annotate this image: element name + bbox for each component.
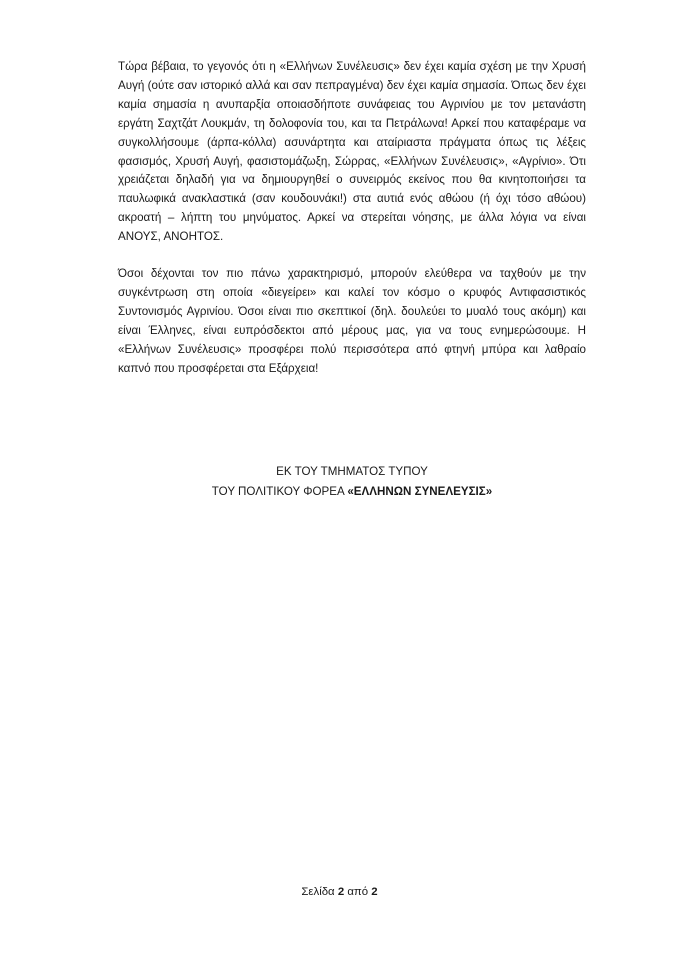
- page-footer: [0, 886, 679, 898]
- footer-total-pages: 2: [371, 886, 378, 898]
- signature-block: [118, 462, 586, 502]
- body-text: [118, 58, 586, 379]
- paragraph-1: Τώρα βέβαια, το γεγονός ότι η «Ελλήνων Συνέλευσις» δεν έχει καμία σχέση με την Χρυσή Αυγή (ούτε σαν ιστορικό αλλά και σαν πεπραγμένα) δεν έχει καμία σημασία. Όπως δεν έχει καμία σημασία η ανυπαρξία οποιασδήποτε συνάφειας του Αγρινίου με τον μετανάστη εργάτη Σαχτζάτ Λουκμάν, τη δολοφονία του, και τα Πετράλωνα! Αρκεί που καταφέραμε να συγκολλήσουμε (άρπα-κόλλα) ασυνάρτητα και αταίριαστα πράγματα όπως τις λέξεις φασισμός, Χρυσή Αυγή, φασιστομάζωξη, Σώρρας, «Ελλήνων Συνέλευσις», «Αγρίνιο». Ότι χρειάζεται δηλαδή για να δημιουργηθεί ο συνειρμός εκείνος που θα κινητοποιήσει τα παυλωφικά ανακλαστικά (σαν κουδουνάκι!) στα αυτιά ενός αθώου (ή όχι τόσο αθώου) ακροατή – λήπτη του μηνύματος. Αρκεί να στερείται νόησης, με άλλα λόγια να είναι ΑΝΟΥΣ, ΑΝΟΗΤΟΣ.: [118, 60, 586, 244]
- paragraph-2: Όσοι δέχονται τον πιο πάνω χαρακτηρισμό, μπορούν ελεύθερα να ταχθούν με την συγκέντρωση στη οποία «διεγείρει» και καλεί τον κόσμο ο κρυφός Αντιφασιστικός Συντονισμός Αγρινίου. Όσοι είναι πιο σκεπτικοί (δηλ. δουλεύει το μυαλό τους ακόμη) και είναι Έλληνες, είναι ευπρόσδεκτοι από μέρους μας, για να τους ενημερώσουμε. Η «Ελλήνων Συνέλευσις» προσφέρει πολύ περισσότερα από φτηνή μπύρα και λαθραίο καπνό που προσφέρεται στα Εξάρχεια!: [118, 267, 586, 375]
- footer-current-page: 2: [337, 886, 345, 898]
- signature-organization-name: «ΕΛΛΗΝΩΝ ΣΥΝΕΛΕΥΣΙΣ»: [347, 485, 493, 498]
- signature-line-2: [118, 482, 586, 502]
- signature-line-2-prefix: ΤΟΥ ΠΟΛΙΤΙΚΟΥ ΦΟΡΕΑ: [211, 485, 348, 498]
- footer-page-word: Σελίδα: [301, 886, 338, 898]
- footer-of-word: από: [344, 886, 372, 898]
- signature-line-1: ΕΚ ΤΟΥ ΤΜΗΜΑΤΟΣ ΤΥΠΟΥ: [276, 465, 428, 478]
